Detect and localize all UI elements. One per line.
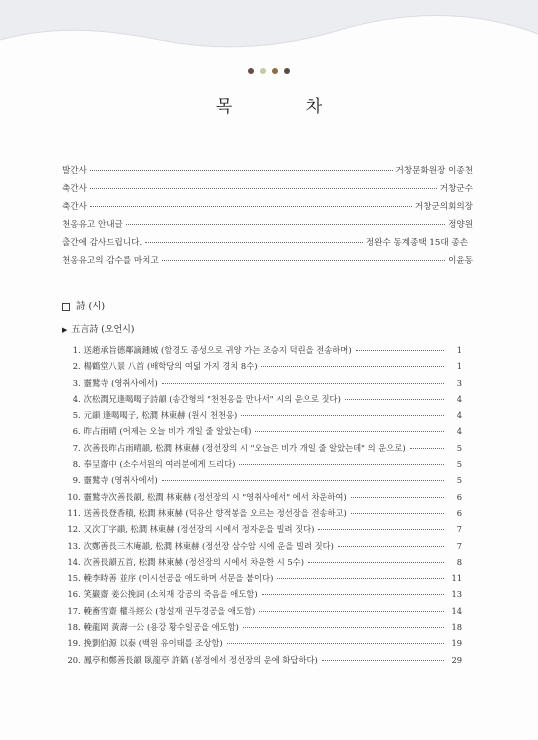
dot-leader — [243, 627, 444, 628]
entry-title: 次鄭善長三木庵韻, 松澗 林東赫 (정선장 삼수암 시에 운을 빌려 짓다) — [83, 540, 334, 551]
front-matter-label: 발간사 — [62, 166, 87, 176]
dot-leader — [241, 415, 444, 416]
toc-entry[interactable] — [62, 474, 462, 490]
entry-period: . — [78, 540, 81, 551]
front-matter-author: 거창문화원장 이종천 — [395, 166, 473, 176]
entry-page: 14 — [451, 605, 462, 616]
dot-leader — [356, 350, 444, 351]
dot-leader — [261, 366, 444, 367]
entry-page: 8 — [456, 556, 462, 567]
entry-period: . — [78, 377, 81, 388]
entry-number: 13 — [67, 540, 78, 551]
entry-number: 18 — [67, 622, 78, 633]
entry-title: 元韻 逢喝喝子, 松澗 林東赫 (원시 천천옹) — [83, 410, 238, 421]
dot-leader — [162, 480, 444, 481]
section-label: 詩 (시) — [76, 301, 106, 312]
entry-period: . — [78, 589, 81, 600]
entry-page: 4 — [456, 393, 462, 404]
entry-page: 11 — [451, 573, 462, 584]
entry-page: 6 — [456, 491, 462, 502]
entry-page: 1 — [456, 361, 462, 372]
entry-number: 14 — [67, 556, 78, 567]
entry-page: 19 — [451, 638, 462, 649]
toc-entry[interactable] — [62, 540, 462, 556]
entry-page: 6 — [456, 507, 462, 518]
entry-period: . — [78, 459, 81, 470]
ornament-dot — [260, 68, 266, 74]
dot-leader — [162, 383, 444, 384]
entry-title: 挽劉伯源 以泰 (백원 유이태를 조상함) — [83, 638, 223, 649]
entry-period: . — [78, 638, 81, 649]
front-matter-entry[interactable] — [62, 218, 473, 230]
entry-period: . — [78, 556, 81, 567]
entry-title: 送善長登香積, 松澗 林東赫 (덕유산 향적봉을 오르는 정선장을 전송하고) — [83, 507, 347, 518]
dot-leader — [90, 170, 393, 171]
entry-page: 4 — [456, 426, 462, 437]
entry-number: 3 — [72, 377, 78, 388]
front-matter-label: 축간사 — [62, 184, 87, 194]
entry-period: . — [78, 507, 81, 518]
subsection-heading — [62, 322, 134, 335]
front-matter-author: 정양원 — [448, 220, 473, 230]
entry-title: 笑巖齋 姜公挽詞 (소치재 강공의 죽음을 애도함) — [83, 589, 258, 600]
toc-list — [62, 344, 462, 670]
toc-entry[interactable] — [62, 360, 462, 376]
entry-number: 20 — [67, 654, 78, 665]
entry-title: 輓畜雪齋 權斗經公 (창설재 권두경공을 애도함) — [83, 605, 256, 616]
entry-title: 楊鶴堂八景 八首 (배학당의 여덟 가지 경치 8수) — [83, 361, 258, 372]
toc-entry[interactable] — [62, 458, 462, 474]
entry-page: 4 — [456, 410, 462, 421]
dot-leader — [162, 260, 445, 261]
entry-title: 奉呈齋中 (소수서원의 여러분에게 드리다) — [83, 459, 236, 470]
front-matter-label: 천옹유고 안내글 — [62, 220, 123, 230]
toc-entry[interactable] — [62, 491, 462, 507]
entry-period: . — [78, 345, 81, 355]
front-matter-entry[interactable] — [62, 200, 473, 212]
entry-page: 1 — [456, 345, 462, 355]
entry-number: 2 — [72, 361, 78, 372]
front-matter-author: 거창군의회의장 — [414, 202, 473, 212]
entry-period: . — [78, 475, 81, 486]
entry-number: 8 — [72, 459, 78, 470]
header-wave-decoration — [0, 0, 538, 70]
entry-title: 昨占雨晴 (어제는 오늘 비가 개일 줄 알았는데) — [83, 426, 252, 437]
entry-page: 29 — [451, 654, 462, 665]
entry-number: 16 — [67, 589, 78, 600]
entry-period: . — [78, 442, 81, 453]
dot-leader — [259, 611, 444, 612]
toc-entry[interactable] — [62, 377, 462, 393]
entry-page: 7 — [456, 540, 462, 551]
entry-number: 7 — [72, 442, 78, 453]
front-matter-entry[interactable] — [62, 182, 473, 194]
entry-title: 次松澗兄逢喝喝子詩韻 (송간형의 "천천옹을 만나서" 시의 운으로 짓다) — [83, 393, 341, 404]
front-matter-entry[interactable] — [62, 164, 473, 176]
front-matter-entry[interactable] — [62, 236, 468, 248]
entry-number: 11 — [67, 507, 78, 518]
entry-page: 5 — [456, 475, 462, 486]
entry-period: . — [78, 573, 81, 584]
toc-entry[interactable] — [62, 425, 462, 441]
entry-title: 靈鷲寺次善長韻, 松澗 林東赫 (정선장의 시 "영취사에서" 에서 차운하여) — [83, 491, 347, 502]
entry-number: 4 — [72, 393, 78, 404]
dot-leader — [351, 497, 444, 498]
toc-entry[interactable] — [62, 654, 462, 670]
ornament-dot — [272, 68, 278, 74]
entry-number: 10 — [67, 491, 78, 502]
dot-leader — [126, 224, 445, 225]
entry-number: 19 — [67, 638, 78, 649]
front-matter-entry[interactable] — [62, 254, 473, 266]
entry-period: . — [78, 393, 81, 404]
toc-entry[interactable] — [62, 409, 462, 425]
entry-period: . — [78, 491, 81, 502]
entry-number: 5 — [72, 410, 78, 421]
toc-entry[interactable] — [62, 637, 462, 653]
ornament-dots — [0, 68, 538, 74]
entry-period: . — [78, 524, 81, 535]
dot-leader — [322, 660, 444, 661]
entry-number: 15 — [67, 573, 78, 584]
entry-title: 又次丁字韻, 松澗 林東赫 (정선장의 시에서 정자운을 빌려 짓다) — [83, 524, 315, 535]
front-matter-author: 거창군수 — [439, 184, 473, 194]
ornament-dot — [284, 68, 290, 74]
dot-leader — [262, 594, 444, 595]
toc-entry[interactable] — [62, 442, 462, 458]
toc-entry[interactable] — [62, 621, 462, 637]
dot-leader — [345, 399, 444, 400]
dot-leader — [338, 546, 444, 547]
entry-period: . — [78, 622, 81, 633]
front-matter-label: 천옹유고의 감수를 마치고 — [62, 256, 159, 266]
toc-entry[interactable] — [62, 588, 462, 604]
dot-leader — [255, 431, 444, 432]
entry-period: . — [78, 361, 81, 372]
dot-leader — [351, 513, 444, 514]
toc-entry[interactable] — [62, 393, 462, 409]
entry-title: 輓龍岡 黃壽一公 (용강 황수일공을 애도함) — [83, 622, 239, 633]
entry-page: 13 — [451, 589, 462, 600]
entry-number: 1 — [72, 345, 78, 355]
entry-page: 5 — [456, 442, 462, 453]
entry-title: 鳳亭和鄭善長韻 臥龍亭 許鎬 (봉정에서 정선장의 운에 화답하다) — [83, 654, 318, 665]
entry-period: . — [78, 654, 81, 665]
dot-leader — [277, 578, 444, 579]
entry-number: 9 — [72, 475, 78, 486]
entry-title: 次善長韻五首, 松澗 林東赫 (정선장의 시에서 차운한 시 5수) — [83, 556, 304, 567]
entry-period: . — [78, 426, 81, 437]
entry-title: 送趙承旨德鄰謫鍾城 (함경도 종성으로 귀양 가는 조승지 덕린을 전송하며) — [83, 345, 352, 355]
ornament-dot — [248, 68, 254, 74]
entry-title: 靈鷲寺 (영취사에서) — [83, 475, 158, 486]
toc-entry[interactable] — [62, 507, 462, 523]
entry-period: . — [78, 410, 81, 421]
toc-entry[interactable] — [62, 556, 462, 572]
dot-leader — [90, 206, 412, 207]
toc-entry[interactable] — [62, 344, 462, 360]
entry-page: 18 — [451, 622, 462, 633]
entry-title: 靈鷲寺 (영취사에서) — [83, 377, 158, 388]
dot-leader — [90, 188, 437, 189]
dot-leader — [239, 464, 444, 465]
entry-title: 輓李時善 並序 (이시선공을 애도하며 서문을 붙이다) — [83, 573, 274, 584]
toc-entry[interactable] — [62, 572, 462, 588]
front-matter-label: 축간사 — [62, 202, 87, 212]
entry-page: 3 — [456, 377, 462, 388]
entry-period: . — [78, 605, 81, 616]
entry-number: 12 — [67, 524, 78, 535]
page-title: 목 차 — [215, 97, 357, 117]
subsection-label: 五言詩 (오언시) — [71, 325, 135, 335]
dot-leader — [227, 643, 444, 644]
entry-number: 6 — [72, 426, 78, 437]
dot-leader — [318, 529, 444, 530]
entry-number: 17 — [67, 605, 78, 616]
front-matter-label: 출간에 감사드립니다. — [62, 238, 143, 248]
entry-page: 7 — [456, 524, 462, 535]
toc-entry[interactable] — [62, 605, 462, 621]
front-matter-author: 정완수 동계종택 15대 종손 — [365, 238, 468, 248]
section-heading — [62, 298, 105, 312]
dot-leader — [410, 448, 444, 449]
checkbox-square-icon — [62, 303, 70, 311]
toc-entry[interactable] — [62, 523, 462, 539]
front-matter-author: 이윤동 — [448, 256, 473, 266]
entry-title: 次善長昨占雨晴韻, 松澗 林東赫 (정선장의 시 "오늘은 비가 개일 줄 알았는데" 의 운으로) — [83, 442, 406, 453]
dot-leader — [145, 242, 363, 243]
triangle-right-icon: ▶ — [62, 326, 68, 334]
entry-page: 5 — [456, 459, 462, 470]
dot-leader — [308, 562, 444, 563]
